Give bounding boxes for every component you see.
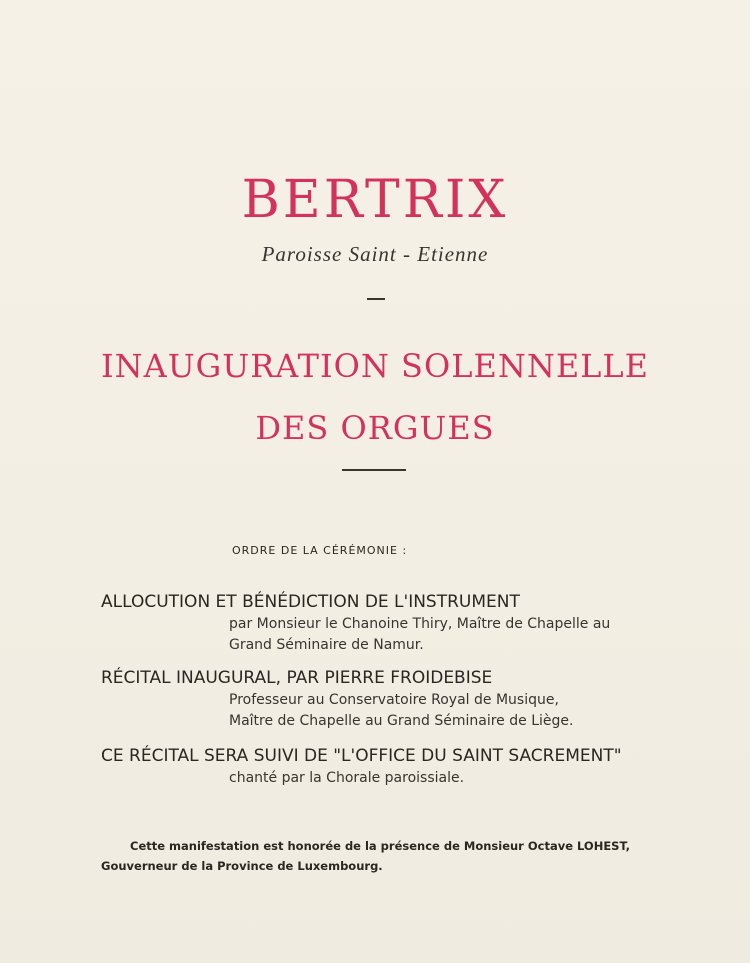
ceremony-item-detail: Professeur au Conservatoire Royal de Musique, xyxy=(229,692,559,708)
short-divider xyxy=(367,298,385,300)
parish-subtitle: Paroisse Saint - Etienne xyxy=(261,242,489,266)
ceremony-item-detail: par Monsieur le Chanoine Thiry, Maître de Chapelle au xyxy=(229,616,611,632)
ceremony-order-label: ORDRE DE LA CÉRÉMONIE : xyxy=(232,544,408,557)
ceremony-item-title: CE RÉCITAL SERA SUIVI DE "L'OFFICE DU SAINT SACREMENT" xyxy=(101,746,622,766)
footer-line: Cette manifestation est honorée de la présence de Monsieur Octave LOHEST, xyxy=(130,839,631,853)
ceremony-item-detail: Grand Séminaire de Namur. xyxy=(229,637,424,653)
town-title: BERTRIX xyxy=(241,170,509,230)
long-divider xyxy=(342,469,406,471)
event-heading-line1: INAUGURATION SOLENNELLE xyxy=(100,347,650,385)
event-heading-line2: DES ORGUES xyxy=(255,409,495,447)
ceremony-item-title: ALLOCUTION ET BÉNÉDICTION DE L'INSTRUMENT xyxy=(101,592,520,612)
ceremony-item-title: RÉCITAL INAUGURAL, PAR PIERRE FROIDEBISE xyxy=(101,668,493,688)
ceremony-item-detail: Maître de Chapelle au Grand Séminaire de Liège. xyxy=(229,713,574,729)
footer-line: Gouverneur de la Province de Luxembourg. xyxy=(101,859,383,873)
ceremony-item-detail: chanté par la Chorale paroissiale. xyxy=(229,770,465,786)
